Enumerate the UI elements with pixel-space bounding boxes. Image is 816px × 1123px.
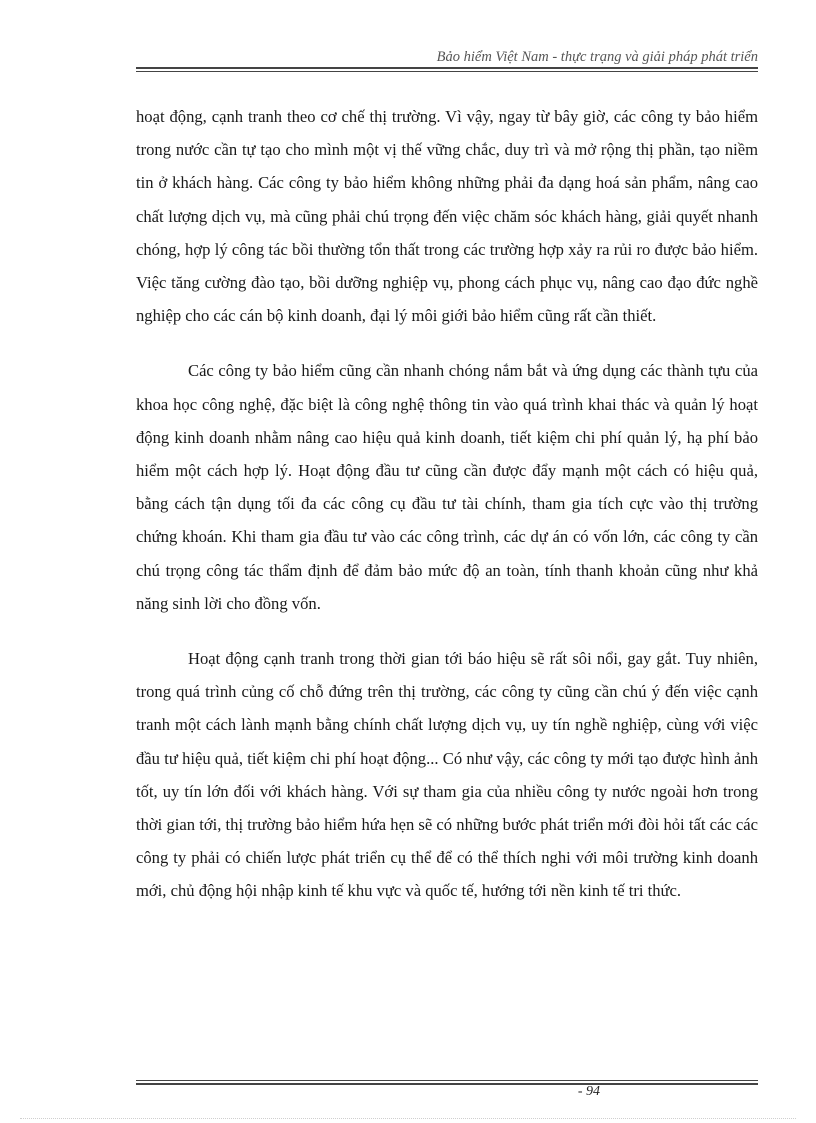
- header-rule-thin: [136, 71, 758, 72]
- header-rule: [136, 67, 758, 69]
- page-number: - 94: [577, 1084, 600, 1099]
- footer-rule-thin: [136, 1080, 758, 1081]
- page-edge-dotted-line: [20, 1118, 796, 1119]
- paragraph-2: Các công ty bảo hiểm cũng cần nhanh chóng nắm bắt và ứng dụng các thành tựu của khoa học công nghệ, đặc biệt là công nghệ thông tin vào quá trình khai thác và quản lý hoạt động kinh doanh nhằm nâng cao hiệu quả kinh doanh, tiết kiệm chi phí quản lý, hạ phí bảo hiểm một cách hợp lý. Hoạt động đầu tư cũng cần được đẩy mạnh một cách có hiệu quả, bằng cách tận dụng tối đa các công cụ đầu tư tài chính, tham gia tích cực vào thị trường chứng khoán. Khi tham gia đầu tư vào các công trình, các dự án có vốn lớn, các công ty cần chú trọng công tác thẩm định để đảm bảo mức độ an toàn, tính thanh khoản cũng như khả năng sinh lời cho đồng vốn.: [136, 361, 758, 613]
- paragraph-3: Hoạt động cạnh tranh trong thời gian tới báo hiệu sẽ rất sôi nổi, gay gắt. Tuy nhiên, trong quá trình củng cố chỗ đứng trên thị trường, các công ty cũng cần chú ý đến việc cạnh tranh một cách lành mạnh bằng chính chất lượng dịch vụ, uy tín nghề nghiệp, cùng với việc đầu tư hiệu quả, tiết kiệm chi phí hoạt động... Có như vậy, các công ty mới tạo được hình ảnh tốt, uy tín lớn đối với khách hàng. Với sự tham gia của nhiều công ty nước ngoài hơn trong thời gian tới, thị trường bảo hiểm hứa hẹn sẽ có những bước phát triển mới đòi hỏi tất các các công ty phải có chiến lược phát triển cụ thể để có thể thích nghi với môi trường kinh doanh mới, chủ động hội nhập kinh tế khu vực và quốc tế, hướng tới nền kinh tế tri thức.: [136, 649, 758, 901]
- footer-rule: [136, 1083, 758, 1085]
- running-header-title: Bảo hiểm Việt Nam - thực trạng và giải pháp phát triển: [436, 49, 758, 65]
- body-text: [136, 100, 758, 930]
- paragraph-1: hoạt động, cạnh tranh theo cơ chế thị trường. Vì vậy, ngay từ bây giờ, các công ty bảo hiểm trong nước cần tự tạo cho mình một vị thế vững chắc, duy trì và mở rộng thị phần, tạo niềm tin ở khách hàng. Các công ty bảo hiểm không những phải đa dạng hoá sản phẩm, nâng cao chất lượng dịch vụ, mà cũng phải chú trọng đến việc chăm sóc khách hàng, giải quyết nhanh chóng, hợp lý công tác bồi thường tổn thất trong các trường hợp xảy ra rủi ro được bảo hiểm. Việc tăng cường đào tạo, bồi dưỡng nghiệp vụ, phong cách phục vụ, nâng cao đạo đức nghề nghiệp cho các cán bộ kinh doanh, đại lý môi giới bảo hiểm cũng rất cần thiết.: [136, 107, 758, 326]
